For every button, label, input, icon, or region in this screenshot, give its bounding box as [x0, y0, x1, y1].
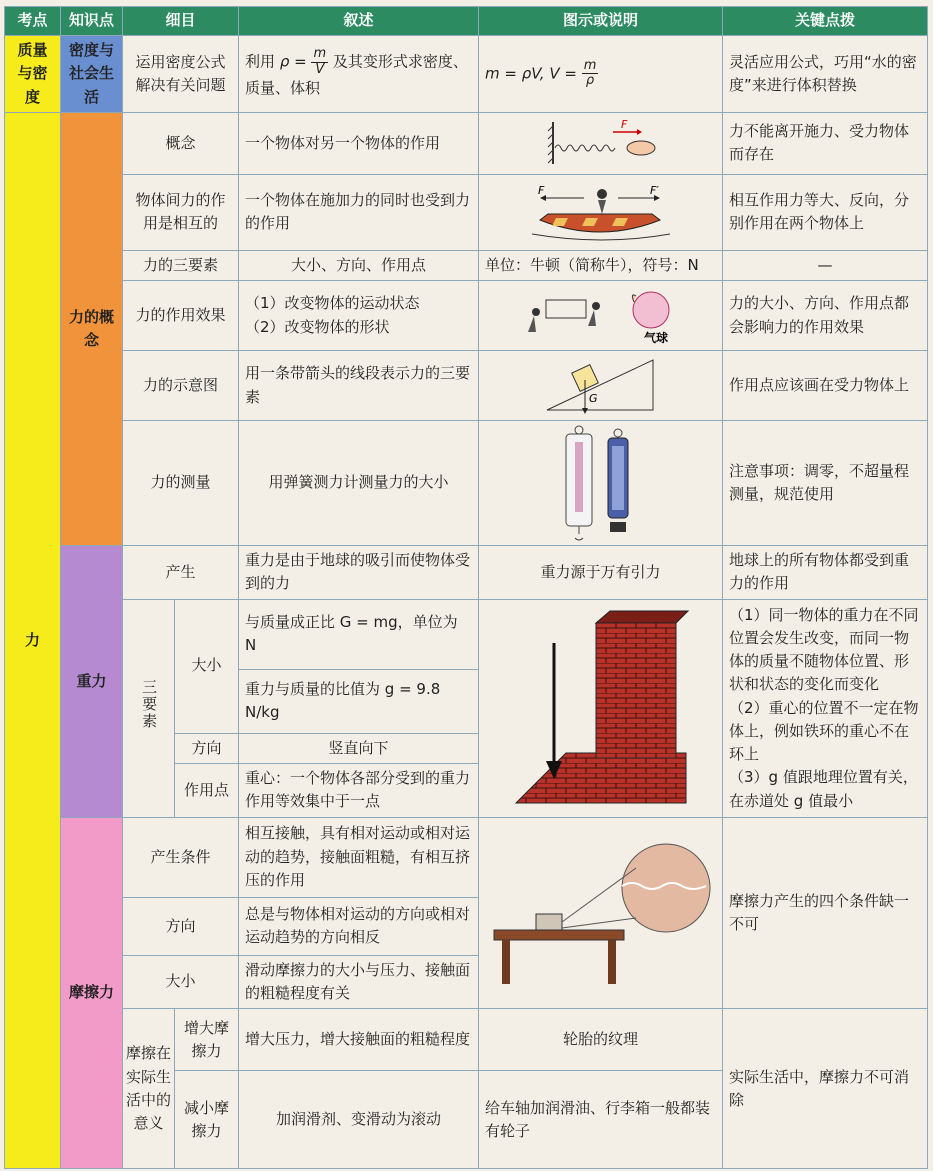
table-row [5, 421, 928, 546]
header-row [5, 7, 928, 36]
key-density: 灵活应用公式，巧用“水的密度”来进行体积替换 [723, 36, 928, 113]
balloon-label: 气球 [643, 330, 668, 345]
kp-friction: 摩擦力 [61, 817, 123, 1169]
item-friction-size: 大小 [123, 955, 239, 1009]
key-effect: 力的大小、方向、作用点都会影响力的作用效果 [723, 281, 928, 351]
desc-diagram: 用一条带箭头的线段表示力的三要素 [239, 351, 479, 421]
desc-gravity-point: 重心：一个物体各部分受到的重力作用等效集中于一点 [239, 763, 479, 817]
desc-gravity-size-2: 重力与质量的比值为 g = 9.8 N/kg [239, 669, 479, 733]
force-label: F [620, 118, 627, 132]
frac-den: ρ [585, 73, 595, 89]
incline-illustration [541, 356, 661, 416]
fig-incline [479, 351, 723, 421]
item-diagram: 力的示意图 [123, 351, 239, 421]
table-row [5, 599, 928, 669]
table-row [5, 817, 928, 897]
desc-gravity-produce: 重力是由于地球的吸引而使物体受到的力 [239, 546, 479, 600]
fig-friction-increase: 轮胎的纹理 [479, 1009, 723, 1071]
table-row [5, 1009, 928, 1071]
key-friction-bottom: 实际生活中，摩擦力不可消除 [723, 1009, 928, 1169]
key-mutual: 相互作用力等大、反向，分别作用在两个物体上 [723, 174, 928, 250]
item-friction-direction: 方向 [123, 897, 239, 955]
key-three-elements: — [723, 250, 928, 280]
topic-force: 力 [5, 112, 61, 1169]
desc-density-post: 及其变形式求密度、质量、体积 [245, 52, 468, 98]
item-concept: 概念 [123, 112, 239, 174]
header-item: 细目 [123, 7, 239, 36]
table-row [5, 546, 928, 600]
key-gravity-1: （1）同一物体的重力在不同位置会发生改变，而同一物体的质量不随物体位置、形状和状态的变化而变化 [729, 605, 919, 694]
table-row [5, 250, 928, 280]
item-measure: 力的测量 [123, 421, 239, 546]
desc-gravity-direction: 竖直向下 [239, 733, 479, 763]
fig-spring-pull [479, 112, 723, 174]
frac-den: V [315, 61, 325, 77]
fig-table-friction [479, 817, 723, 1009]
desc-three-elements: 大小、方向、作用点 [239, 250, 479, 280]
fig-effect [479, 281, 723, 351]
desc-friction-increase: 增大压力，增大接触面的粗糙程度 [239, 1009, 479, 1071]
kp-force-concept: 力的概念 [61, 112, 123, 545]
key-concept: 力不能离开施力、受力物体而存在 [723, 112, 928, 174]
brick-chimney-illustration [506, 603, 696, 813]
header-key-point: 关键点拨 [723, 7, 928, 36]
right-force-label: F′ [649, 184, 659, 198]
boat-illustration [526, 180, 676, 244]
desc-concept: 一个物体对另一个物体的作用 [239, 112, 479, 174]
frac-num: m [313, 46, 327, 62]
key-gravity-3: （3）g 值跟地理位置有关，在赤道处 g 值最小 [729, 768, 918, 810]
desc-friction-size: 滑动摩擦力的大小与压力、接触面的粗糙程度有关 [239, 955, 479, 1009]
fig-brick-chimney [479, 599, 723, 817]
fig-unit: 单位：牛顿（简称牛），符号：N [479, 250, 723, 280]
knowledge-table [4, 6, 928, 1169]
item-friction-decrease: 减小摩擦力 [175, 1071, 239, 1169]
key-gravity [723, 599, 928, 817]
fig-spring-scale [479, 421, 723, 546]
header-knowledge-point: 知识点 [61, 7, 123, 36]
item-gravity-direction: 方向 [175, 733, 239, 763]
fig-boat [479, 174, 723, 250]
desc-effect-2: （2）改变物体的形状 [245, 317, 390, 336]
desc-friction-direction: 总是与物体相对运动的方向或相对运动趋势的方向相反 [239, 897, 479, 955]
header-topic: 考点 [5, 7, 61, 36]
left-force-label: F [537, 184, 544, 198]
desc-density [239, 36, 479, 113]
desc-measure: 用弹簧测力计测量力的大小 [239, 421, 479, 546]
table-row [5, 281, 928, 351]
item-gravity-produce: 产生 [123, 546, 239, 600]
spring-scale-illustration [546, 424, 656, 542]
formula-fraction [582, 59, 599, 89]
item-friction-increase: 增大摩擦力 [175, 1009, 239, 1071]
key-gravity-2: （2）重心的位置不一定在物体上，例如铁环的重心不在环上 [729, 698, 919, 763]
label-three-elements [123, 599, 175, 817]
table-row [5, 351, 928, 421]
topic-density: 质量与密度 [5, 36, 61, 113]
kp-gravity: 重力 [61, 546, 123, 818]
desc-density-rho: ρ = [279, 52, 307, 71]
fig-density [479, 36, 723, 113]
item-mutual: 物体间力的作用是相互的 [123, 174, 239, 250]
item-effect: 力的作用效果 [123, 281, 239, 351]
desc-effect-1: （1）改变物体的运动状态 [245, 294, 420, 313]
item-gravity-point: 作用点 [175, 763, 239, 817]
label-friction-meaning: 摩擦在实际生活中的意义 [123, 1009, 175, 1169]
effect-illustration [516, 286, 686, 346]
gravity-label: G [588, 391, 598, 405]
desc-friction-decrease: 加润滑剂、变滑动为滚动 [239, 1071, 479, 1169]
item-density: 运用密度公式解决有关问题 [123, 36, 239, 113]
desc-mutual: 一个物体在施加力的同时也受到力的作用 [239, 174, 479, 250]
fig-gravity-produce: 重力源于万有引力 [479, 546, 723, 600]
three-elements-text: 三要素 [140, 679, 159, 730]
header-description: 叙述 [239, 7, 479, 36]
fig-density-pre: m = ρV, V = [485, 64, 577, 83]
fig-friction-decrease: 给车轴加润滑油、行李箱一般都装有轮子 [479, 1071, 723, 1169]
formula-fraction [311, 47, 328, 77]
key-measure: 注意事项：调零，不超量程测量，规范使用 [723, 421, 928, 546]
key-gravity-produce: 地球上的所有物体都受到重力的作用 [723, 546, 928, 600]
desc-gravity-size-1: 与质量成正比 G = mg，单位为 N [239, 599, 479, 669]
kp-density: 密度与社会生活 [61, 36, 123, 113]
desc-effect [239, 281, 479, 351]
key-diagram: 作用点应该画在受力物体上 [723, 351, 928, 421]
item-three-elements: 力的三要素 [123, 250, 239, 280]
frac-num: m [583, 58, 597, 74]
key-friction-top: 摩擦力产生的四个条件缺一不可 [723, 817, 928, 1009]
spring-hand-illustration [541, 118, 661, 168]
item-friction-cond: 产生条件 [123, 817, 239, 897]
desc-density-pre: 利用 [245, 52, 276, 71]
item-gravity-size: 大小 [175, 599, 239, 733]
table-friction-illustration [486, 828, 716, 998]
header-figure: 图示或说明 [479, 7, 723, 36]
table-row [5, 112, 928, 174]
table-row [5, 36, 928, 113]
table-row [5, 174, 928, 250]
desc-friction-cond: 相互接触，具有相对运动或相对运动的趋势，接触面粗糙，有相互挤压的作用 [239, 817, 479, 897]
